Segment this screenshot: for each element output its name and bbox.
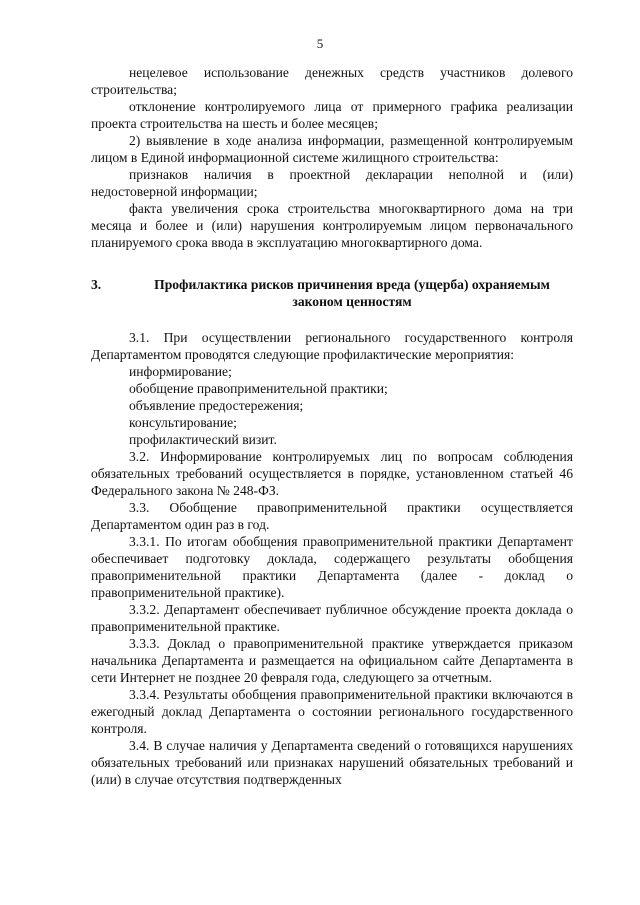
section-number: 3. [91, 277, 102, 292]
paragraph: 3.1. При осуществлении регионального государственного контроля Департаментом проводятся следующие профилактические мероприятия: [91, 330, 573, 362]
paragraph: 3.3.2. Департамент обеспечивает публичное обсуждение проекта доклада о правоприменительной практике. [91, 602, 573, 634]
paragraph: 3.3.3. Доклад о правоприменительной практике утверждается приказом начальника Департамента и размещается на официальном сайте Департамента в сети Интернет не позднее 20 февраля года, следующего за отчетным. [91, 636, 573, 685]
paragraph: 3.3. Обобщение правоприменительной практики осуществляется Департаментом один раз в год. [91, 500, 573, 532]
paragraph: 3.4. В случае наличия у Департамента сведений о готовящихся нарушениях обязательных требований или признаках нарушений обязательных требований и (или) в случае отсутствия подтвержденных [91, 738, 573, 787]
list-item: объявление предостережения; [129, 398, 304, 413]
section-heading [91, 276, 573, 310]
paragraph: отклонение контролируемого лица от примерного графика реализации проекта строительства на шесть и более месяцев; [91, 99, 573, 131]
paragraph: 2) выявление в ходе анализа информации, размещенной контролируемым лицом в Единой информационной системе жилищного строительства: [91, 133, 573, 165]
page-content [91, 64, 573, 788]
list-item: профилактический визит. [129, 432, 277, 447]
list-item: информирование; [129, 364, 232, 379]
paragraph: 3.3.4. Результаты обобщения правоприменительной практики включаются в ежегодный доклад Департамента о состоянии регионального государственного контроля. [91, 687, 573, 736]
section-title: Профилактика рисков причинения вреда (ущерба) охраняемым законом ценностям [154, 277, 550, 309]
list-item: обобщение правоприменительной практики; [129, 381, 388, 396]
paragraph: факта увеличения срока строительства многоквартирного дома на три месяца и более и (или) нарушения контролируемым лицом первоначального планируемого срока ввода в эксплуатацию многоквартирного дома. [91, 201, 573, 250]
paragraph: 3.2. Информирование контролируемых лиц по вопросам соблюдения обязательных требований осуществляется в порядке, установленном статьей 46 Федерального закона № 248-ФЗ. [91, 449, 573, 498]
paragraph: признаков наличия в проектной декларации неполной и (или) недостоверной информации; [91, 167, 573, 199]
list-item: консультирование; [129, 415, 237, 430]
paragraph: 3.3.1. По итогам обобщения правоприменительной практики Департамент обеспечивает подготовку доклада, содержащего результаты обобщения правоприменительной практики Департамента (далее - доклад о правоприменительной практике). [91, 534, 573, 600]
page-number: 5 [316, 36, 324, 51]
paragraph: нецелевое использование денежных средств участников долевого строительства; [91, 65, 573, 97]
